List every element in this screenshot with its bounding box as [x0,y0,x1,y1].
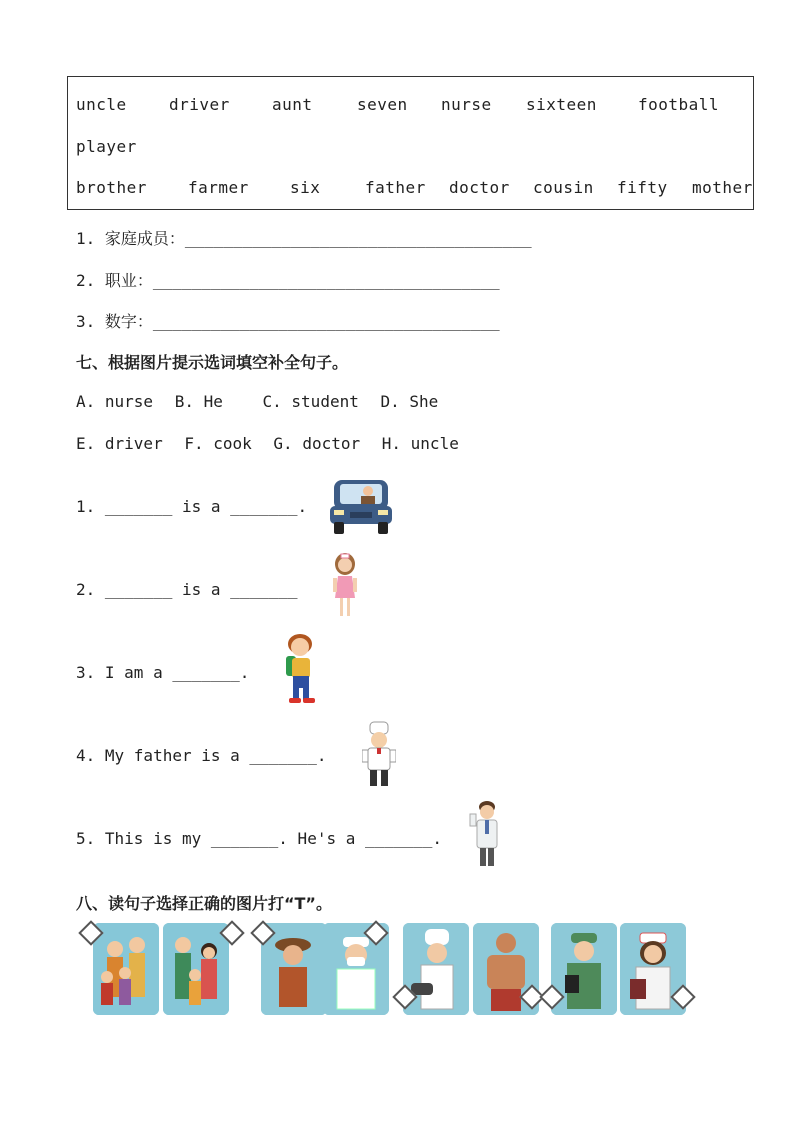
word-item: brother [76,178,147,197]
section-7-title: 七、根据图片提示选词填空补全句子。 [76,353,349,372]
sentence-1: 1. _______ is a _______. [76,497,308,516]
answer-line[interactable]: ____________________________________ [184,229,532,248]
word-item: sixteen [526,95,597,114]
options-row-2 [76,434,459,453]
word-item: aunt [272,95,313,114]
option: F. cook [184,434,252,453]
option: A. nurse [76,392,154,411]
word-item: mother [692,178,753,197]
option: D. She [380,392,439,411]
car-driver-picture [328,472,394,536]
family-illustration [163,923,229,1015]
doctor-picture [468,800,504,870]
word-item: six [290,178,321,197]
category-label: 3. 数字： [76,312,153,331]
section-8-title: 八、读句子选择正确的图片打“T”。 [76,894,332,913]
word-item: driver [169,95,230,114]
green-uniform-illustration [551,923,617,1015]
word-item: player [76,137,137,156]
student-picture [280,632,320,704]
word-item: farmer [188,178,249,197]
sentence-3: 3. I am a _______. [76,663,250,682]
sentence-5: 5. This is my _______. He's a _______. [76,829,443,848]
answer-line[interactable]: ____________________________________ [152,312,500,331]
options-row-1 [76,392,438,411]
family-picture-2[interactable] [163,923,229,1015]
word-item: fifty [617,178,668,197]
word-item: football [638,95,720,114]
word-item: seven [357,95,408,114]
category-job [76,268,500,291]
option: H. uncle [381,434,459,453]
family-illustration [93,923,159,1015]
word-item: doctor [449,178,510,197]
word-item: cousin [533,178,594,197]
option: E. driver [76,434,163,453]
cook-picture [362,720,396,790]
nurse-picture [330,552,360,620]
family-picture-1[interactable] [93,923,159,1015]
word-item: uncle [76,95,127,114]
sentence-2: 2. _______ is a _______ [76,580,298,599]
answer-line[interactable]: ____________________________________ [152,271,500,290]
category-label: 2. 职业： [76,271,153,290]
category-family [76,226,532,249]
option: G. doctor [273,434,361,453]
green-uniform-picture[interactable] [551,923,617,1015]
word-item: father [365,178,426,197]
sentence-4: 4. My father is a _______. [76,746,327,765]
category-label: 1. 家庭成员： [76,229,185,248]
word-item: nurse [441,95,492,114]
word-box [67,76,754,210]
option: C. student [262,392,359,411]
category-number [76,309,500,332]
option: B. He [174,392,223,411]
